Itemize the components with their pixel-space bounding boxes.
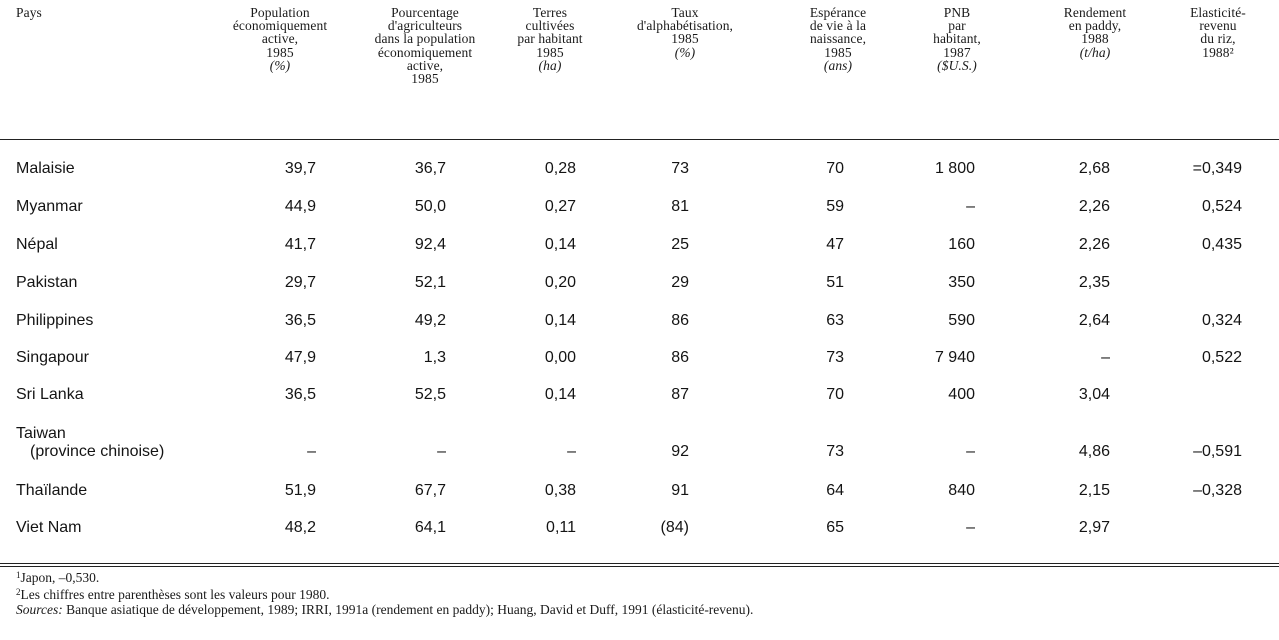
column-header-unit: (ans) [823,57,853,73]
cell-land: 0,11 [546,519,576,536]
cell-literacy: 29 [671,274,689,291]
cell-literacy: 73 [671,160,689,177]
cell-literacy: (84) [660,519,689,536]
cell-literacy: 91 [671,482,689,499]
footnote-1-text: Japon, –0,530. [20,570,100,585]
cell-land: 0,28 [544,160,576,177]
cell-gnp: 350 [948,274,975,291]
cell-pct_agri: 52,1 [414,274,446,291]
cell-pct_agri: 52,5 [414,386,446,403]
country-name: Népal [16,236,58,253]
cell-literacy: 87 [671,386,689,403]
cell-pct_agri: 49,2 [414,312,446,329]
country-cell [16,519,82,537]
cell-life: 73 [826,443,844,460]
country-name: Pakistan [16,274,78,291]
country-subtitle: (province chinoise) [30,443,165,460]
column-header-unit: ($U.S.) [937,57,977,73]
column-header-unit: (ha) [538,57,562,73]
cell-life: 63 [826,312,844,329]
cell-gnp: 840 [948,482,975,499]
cell-pct_agri: 36,7 [414,160,446,177]
cell-yield: 2,26 [1078,198,1110,215]
country-name: Singapour [16,349,89,366]
country-cell [16,236,58,254]
cell-literacy: 92 [671,443,689,460]
cell-land: 0,27 [544,198,576,215]
cell-yield: 3,04 [1078,386,1110,403]
cell-land: 0,14 [544,236,576,253]
cell-elasticity: 0,435 [1201,236,1242,253]
cell-pop_active: 48,2 [284,519,316,536]
cell-gnp: 1 800 [934,160,975,177]
table-bottom-rule-double [0,566,1279,567]
cell-pop_active: 29,7 [284,274,316,291]
footnote-2-mark: 2 [16,587,21,597]
country-cell [16,198,83,216]
column-header-label: Terres cultivées par habitant 1985 [517,5,583,60]
column-header-label: Pourcentage d'agriculteurs dans la population économiquement active, 1985 [374,5,476,87]
cell-pop_active: – [307,443,316,460]
cell-pop_active: 51,9 [284,482,316,499]
column-header-unit: (t/ha) [1079,44,1111,60]
cell-life: 51 [826,274,844,291]
cell-yield: 4,86 [1078,443,1110,460]
country-cell [16,482,87,500]
country-cell [16,386,84,404]
cell-land: – [567,443,576,460]
cell-life: 47 [826,236,844,253]
cell-gnp: 400 [948,386,975,403]
cell-pct_agri: 67,7 [414,482,446,499]
cell-gnp: 160 [948,236,975,253]
cell-yield: 2,68 [1078,160,1110,177]
cell-yield: 2,15 [1078,482,1110,499]
cell-literacy: 86 [671,349,689,366]
country-cell [16,274,77,292]
cell-elasticity: 0,524 [1201,198,1242,215]
cell-yield: 2,64 [1078,312,1110,329]
column-header-label: Espérance de vie à la naissance, 1985 [809,5,867,60]
column-header-unit: (%) [674,44,696,60]
column-header-label: Rendement en paddy, 1988 [1063,5,1127,47]
cell-yield: 2,35 [1078,274,1110,291]
cell-life: 64 [826,482,844,499]
sources-text: Banque asiatique de développement, 1989; IRRI, 1991a (rendement en paddy); Huang, David et Duff, 1991 (élasticité-revenu). [62,602,754,617]
cell-pop_active: 47,9 [284,349,316,366]
country-name: Sri Lanka [16,386,84,403]
table-bottom-rule [0,563,1279,564]
cell-gnp: 7 940 [934,349,975,366]
country-name: Philippines [16,312,94,329]
cell-pct_agri: 92,4 [414,236,446,253]
country-name: Myanmar [16,198,83,215]
column-header-label: Population économiquement active, 1985 [232,5,328,60]
column-header-label: Pays [16,5,42,20]
country-name: Taiwan [16,425,66,442]
cell-pop_active: 39,7 [284,160,316,177]
cell-elasticity: =0,349 [1192,160,1242,177]
cell-yield: 2,97 [1078,519,1110,536]
cell-elasticity: –0,328 [1193,482,1242,499]
sources-note [16,602,753,617]
country-cell [16,312,93,330]
cell-land: 0,38 [544,482,576,499]
country-name: Thaïlande [16,482,88,499]
cell-land: 0,14 [544,386,576,403]
cell-pop_active: 36,5 [284,386,316,403]
footnote-2 [16,585,330,602]
country-cell [16,160,75,178]
footnote-1-mark: 1 [16,570,21,580]
country-name: Malaisie [16,160,75,177]
cell-land: 0,00 [544,349,576,366]
cell-pop_active: 41,7 [284,236,316,253]
cell-life: 70 [826,386,844,403]
cell-yield: 2,26 [1078,236,1110,253]
column-header-unit: (%) [269,57,291,73]
cell-elasticity: 0,522 [1201,349,1242,366]
cell-literacy: 86 [671,312,689,329]
country-name: Viet Nam [16,519,82,536]
cell-life: 70 [826,160,844,177]
cell-literacy: 81 [671,198,689,215]
cell-life: 73 [826,349,844,366]
cell-pct_agri: 50,0 [414,198,446,215]
column-header-label: PNB par habitant, 1987 [933,5,981,60]
cell-life: 65 [826,519,844,536]
cell-elasticity: 0,324 [1201,312,1242,329]
cell-life: 59 [826,198,844,215]
cell-pop_active: 36,5 [284,312,316,329]
column-header-label: Taux d'alphabétisation, 1985 [636,5,734,47]
column-header-label: Elasticité- revenu du riz, 1988² [1190,5,1246,60]
country-cell [16,425,164,461]
cell-pct_agri: – [437,443,446,460]
footnote-2-text: Les chiffres entre parenthèses sont les valeurs pour 1980. [20,587,330,602]
cell-gnp: – [966,443,975,460]
cell-pct_agri: 1,3 [423,349,446,366]
cell-literacy: 25 [671,236,689,253]
cell-gnp: 590 [948,312,975,329]
sources-label: Sources: [16,602,63,617]
country-cell [16,349,89,367]
footnote-1 [16,568,99,585]
cell-pop_active: 44,9 [284,198,316,215]
cell-yield: – [1101,349,1110,366]
cell-land: 0,20 [544,274,576,291]
cell-gnp: – [966,519,975,536]
cell-land: 0,14 [544,312,576,329]
cell-elasticity: –0,591 [1193,443,1242,460]
cell-pct_agri: 64,1 [414,519,446,536]
cell-gnp: – [966,198,975,215]
